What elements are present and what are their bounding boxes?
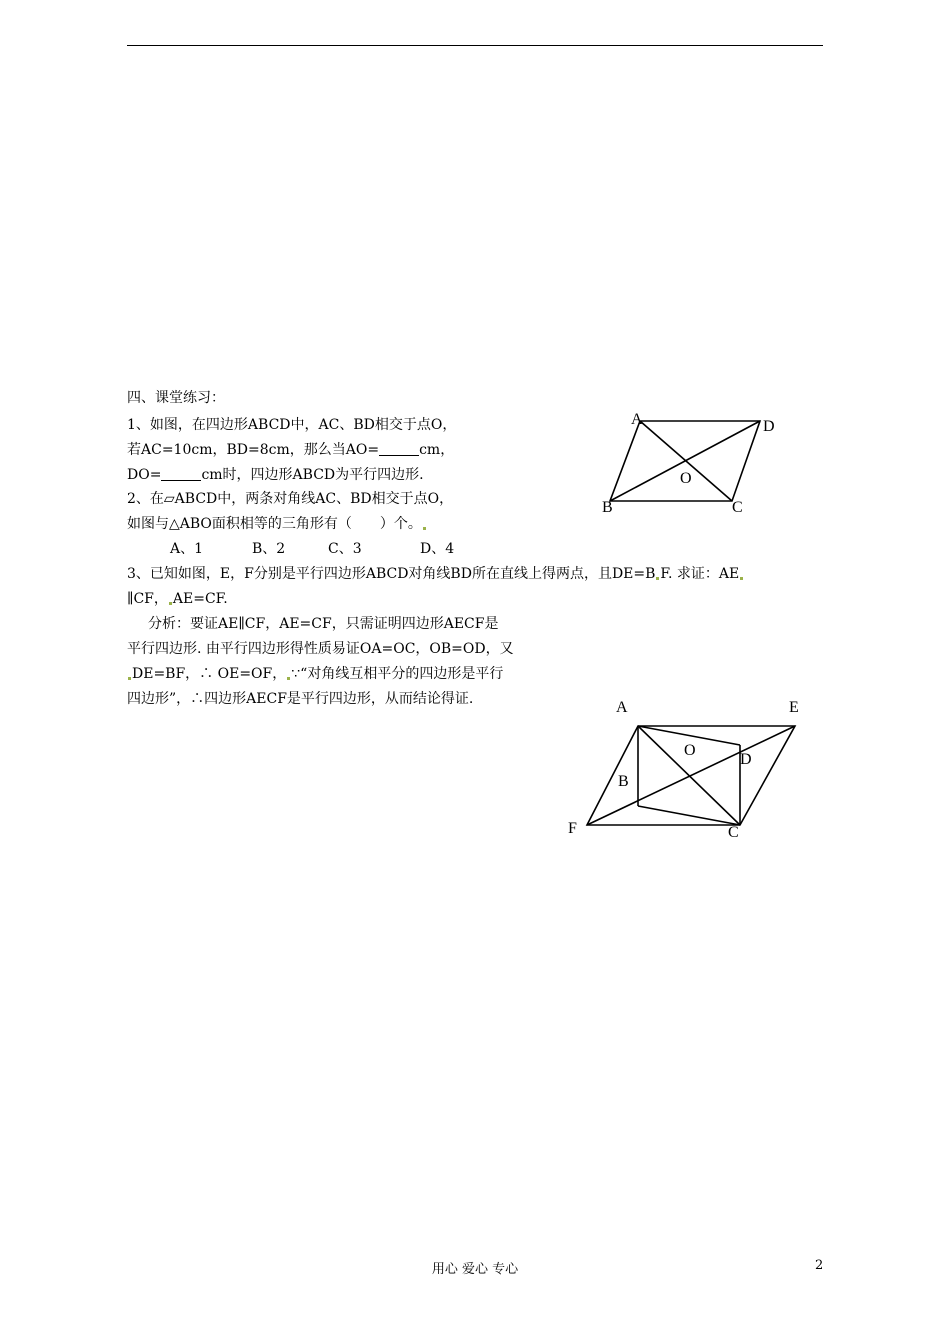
fig2-side-bc xyxy=(638,806,740,825)
fig2-label-f: F xyxy=(568,820,577,837)
analysis-line1: 分析：要证AE∥CF，AE=CF，只需证明四边形AECF是 xyxy=(148,616,499,632)
fig1-label-c: C xyxy=(732,499,743,516)
fig2-label-b: B xyxy=(618,773,629,790)
fig2-label-a: A xyxy=(616,699,628,716)
q3-line2-b: AE=CF. xyxy=(172,591,228,607)
fig1-label-d: D xyxy=(763,418,775,435)
q1-line3-suffix: cm时，四边形ABCD为平行四边形. xyxy=(201,467,424,483)
page-number: 2 xyxy=(815,1258,824,1273)
q1-line2-prefix: 若AC=10cm，BD=8cm，那么当AO= xyxy=(127,442,380,458)
q3-line1-a: 3、已知如图，E，F分别是平行四边形ABCD对角线BD所在直线上得两点，且DE=B xyxy=(127,566,656,582)
analysis-line4: 四边形”，∴四边形AECF是平行四边形，从而结论得证. xyxy=(127,691,474,707)
analysis-line3-a: DE=BF，∴ OE=OF， xyxy=(132,666,287,682)
fig1-label-b: B xyxy=(602,499,613,516)
q2-option-a: A、1 xyxy=(170,541,204,557)
fig2-label-e: E xyxy=(789,699,799,716)
q3-line2-a: ∥CF， xyxy=(127,591,168,607)
q2-line2-text: 如图与△ABO面积相等的三角形有（ ）个。 xyxy=(127,516,422,532)
fig2-diagonal-ac xyxy=(638,726,740,825)
q2-option-b: B、2 xyxy=(252,541,286,557)
fig1-label-a: A xyxy=(631,411,643,428)
fig1-label-o: O xyxy=(680,470,692,487)
q3-line1-b: F. 求证：AE xyxy=(660,566,740,582)
q2-option-c: C、3 xyxy=(328,541,362,557)
section-title: 四、课堂练习： xyxy=(127,390,225,406)
analysis-line2: 平行四边形. 由平行四边形得性质易证OA=OC，OB=OD，又 xyxy=(127,641,514,657)
fig2-label-c: C xyxy=(728,824,739,841)
q1-line3-prefix: DO= xyxy=(127,467,162,483)
q2-line1: 2、在▱ABCD中，两条对角线AC、BD相交于点O， xyxy=(127,491,454,507)
q1-line1: 1、如图，在四边形ABCD中，AC、BD相交于点O， xyxy=(127,417,457,433)
footer-text: 用心 爱心 专心 xyxy=(431,1262,519,1277)
q2-option-d: D、4 xyxy=(420,541,455,557)
fig2-label-o: O xyxy=(684,742,696,759)
q1-line2-suffix: cm， xyxy=(419,442,455,458)
analysis-line3-b: ∵“对角线互相平分的四边形是平行 xyxy=(291,666,504,682)
fig2-label-d: D xyxy=(740,751,752,768)
